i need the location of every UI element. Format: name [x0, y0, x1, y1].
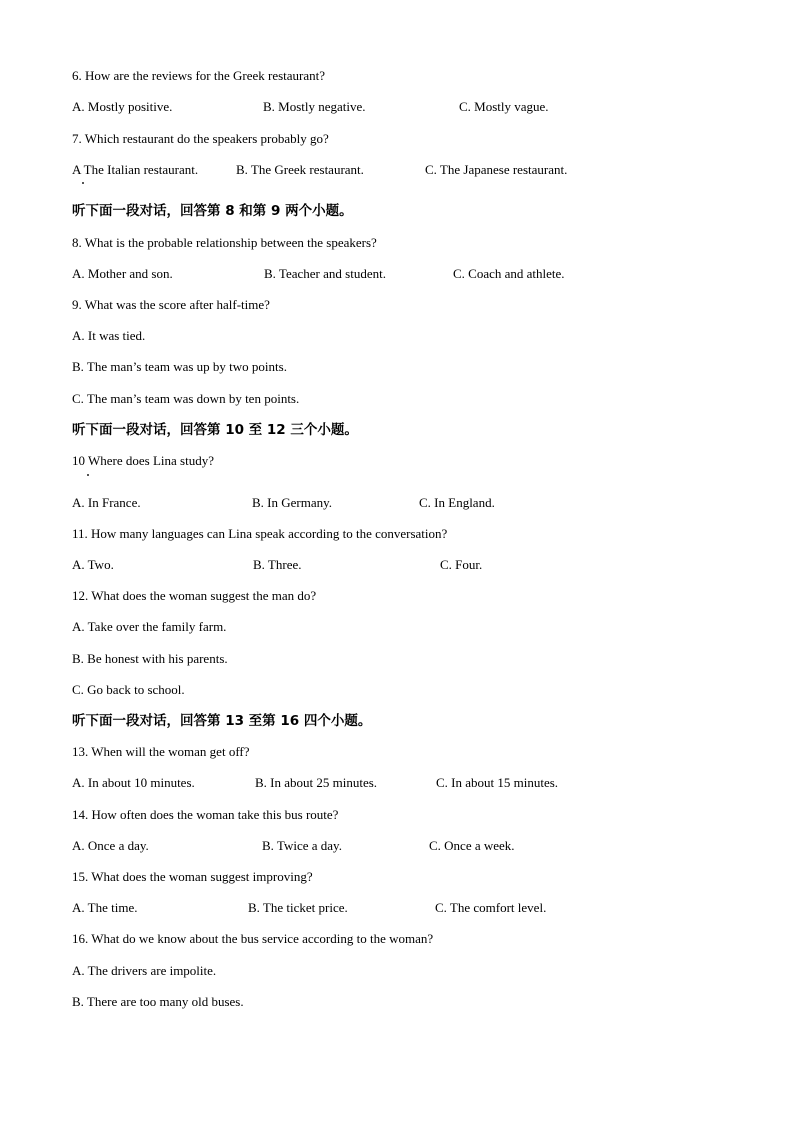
q11-option-b: B. Three. — [253, 557, 302, 572]
q12-option-c: C. Go back to school. — [72, 682, 185, 697]
section-heading-13-16: 听下面一段对话，回答第 13 至第 16 四个小题。 — [72, 713, 372, 729]
q6-option-b: B. Mostly negative. — [263, 99, 366, 114]
q10-option-a: A. In France. — [72, 495, 141, 510]
q15-option-a: A. The time. — [72, 900, 138, 915]
q7-option-b: B. The Greek restaurant. — [236, 162, 364, 177]
q6-option-c: C. Mostly vague. — [459, 99, 549, 114]
q7-option-a: A The Italian restaurant. — [72, 162, 199, 177]
question-14: 14. How often does the woman take this bus route? — [72, 807, 339, 822]
q16-option-a: A. The drivers are impolite. — [72, 963, 217, 978]
q7-option-c: C. The Japanese restaurant. — [425, 162, 568, 177]
q11-option-a: A. Two. — [72, 557, 114, 572]
stray-mark — [87, 474, 89, 476]
question-11: 11. How many languages can Lina speak according to the conversation? — [72, 526, 448, 541]
q9-option-b: B. The man’s team was up by two points. — [72, 359, 287, 374]
question-15: 15. What does the woman suggest improving? — [72, 869, 313, 884]
q8-option-b: B. Teacher and student. — [264, 266, 386, 281]
q14-option-b: B. Twice a day. — [262, 838, 342, 853]
q12-option-b: B. Be honest with his parents. — [72, 651, 228, 666]
section-heading-8-9: 听下面一段对话，回答第 8 和第 9 两个小题。 — [72, 203, 353, 219]
q12-option-a: A. Take over the family farm. — [72, 619, 227, 634]
q15-option-c: C. The comfort level. — [435, 900, 547, 915]
q8-option-c: C. Coach and athlete. — [453, 266, 565, 281]
question-8: 8. What is the probable relationship between the speakers? — [72, 235, 377, 250]
section-heading-10-12: 听下面一段对话，回答第 10 至 12 三个小题。 — [72, 422, 358, 438]
question-13: 13. When will the woman get off? — [72, 744, 250, 759]
q16-option-b: B. There are too many old buses. — [72, 994, 244, 1009]
q9-option-a: A. It was tied. — [72, 328, 146, 343]
question-7: 7. Which restaurant do the speakers probably go? — [72, 131, 329, 146]
q9-option-c: C. The man’s team was down by ten points. — [72, 391, 300, 406]
q8-option-a: A. Mother and son. — [72, 266, 173, 281]
q13-option-a: A. In about 10 minutes. — [72, 775, 195, 790]
question-10: 10 Where does Lina study? — [72, 453, 214, 468]
q13-option-c: C. In about 15 minutes. — [436, 775, 559, 790]
stray-mark — [82, 182, 84, 184]
question-9: 9. What was the score after half-time? — [72, 297, 270, 312]
q10-option-b: B. In Germany. — [252, 495, 333, 510]
q14-option-a: A. Once a day. — [72, 838, 149, 853]
question-12: 12. What does the woman suggest the man do? — [72, 588, 317, 603]
q6-option-a: A. Mostly positive. — [72, 99, 173, 114]
q10-option-c: C. In England. — [419, 495, 495, 510]
q15-option-b: B. The ticket price. — [248, 900, 348, 915]
q13-option-b: B. In about 25 minutes. — [255, 775, 378, 790]
question-16: 16. What do we know about the bus service according to the woman? — [72, 931, 434, 946]
question-6: 6. How are the reviews for the Greek restaurant? — [72, 68, 326, 83]
q11-option-c: C. Four. — [440, 557, 483, 572]
q14-option-c: C. Once a week. — [429, 838, 515, 853]
